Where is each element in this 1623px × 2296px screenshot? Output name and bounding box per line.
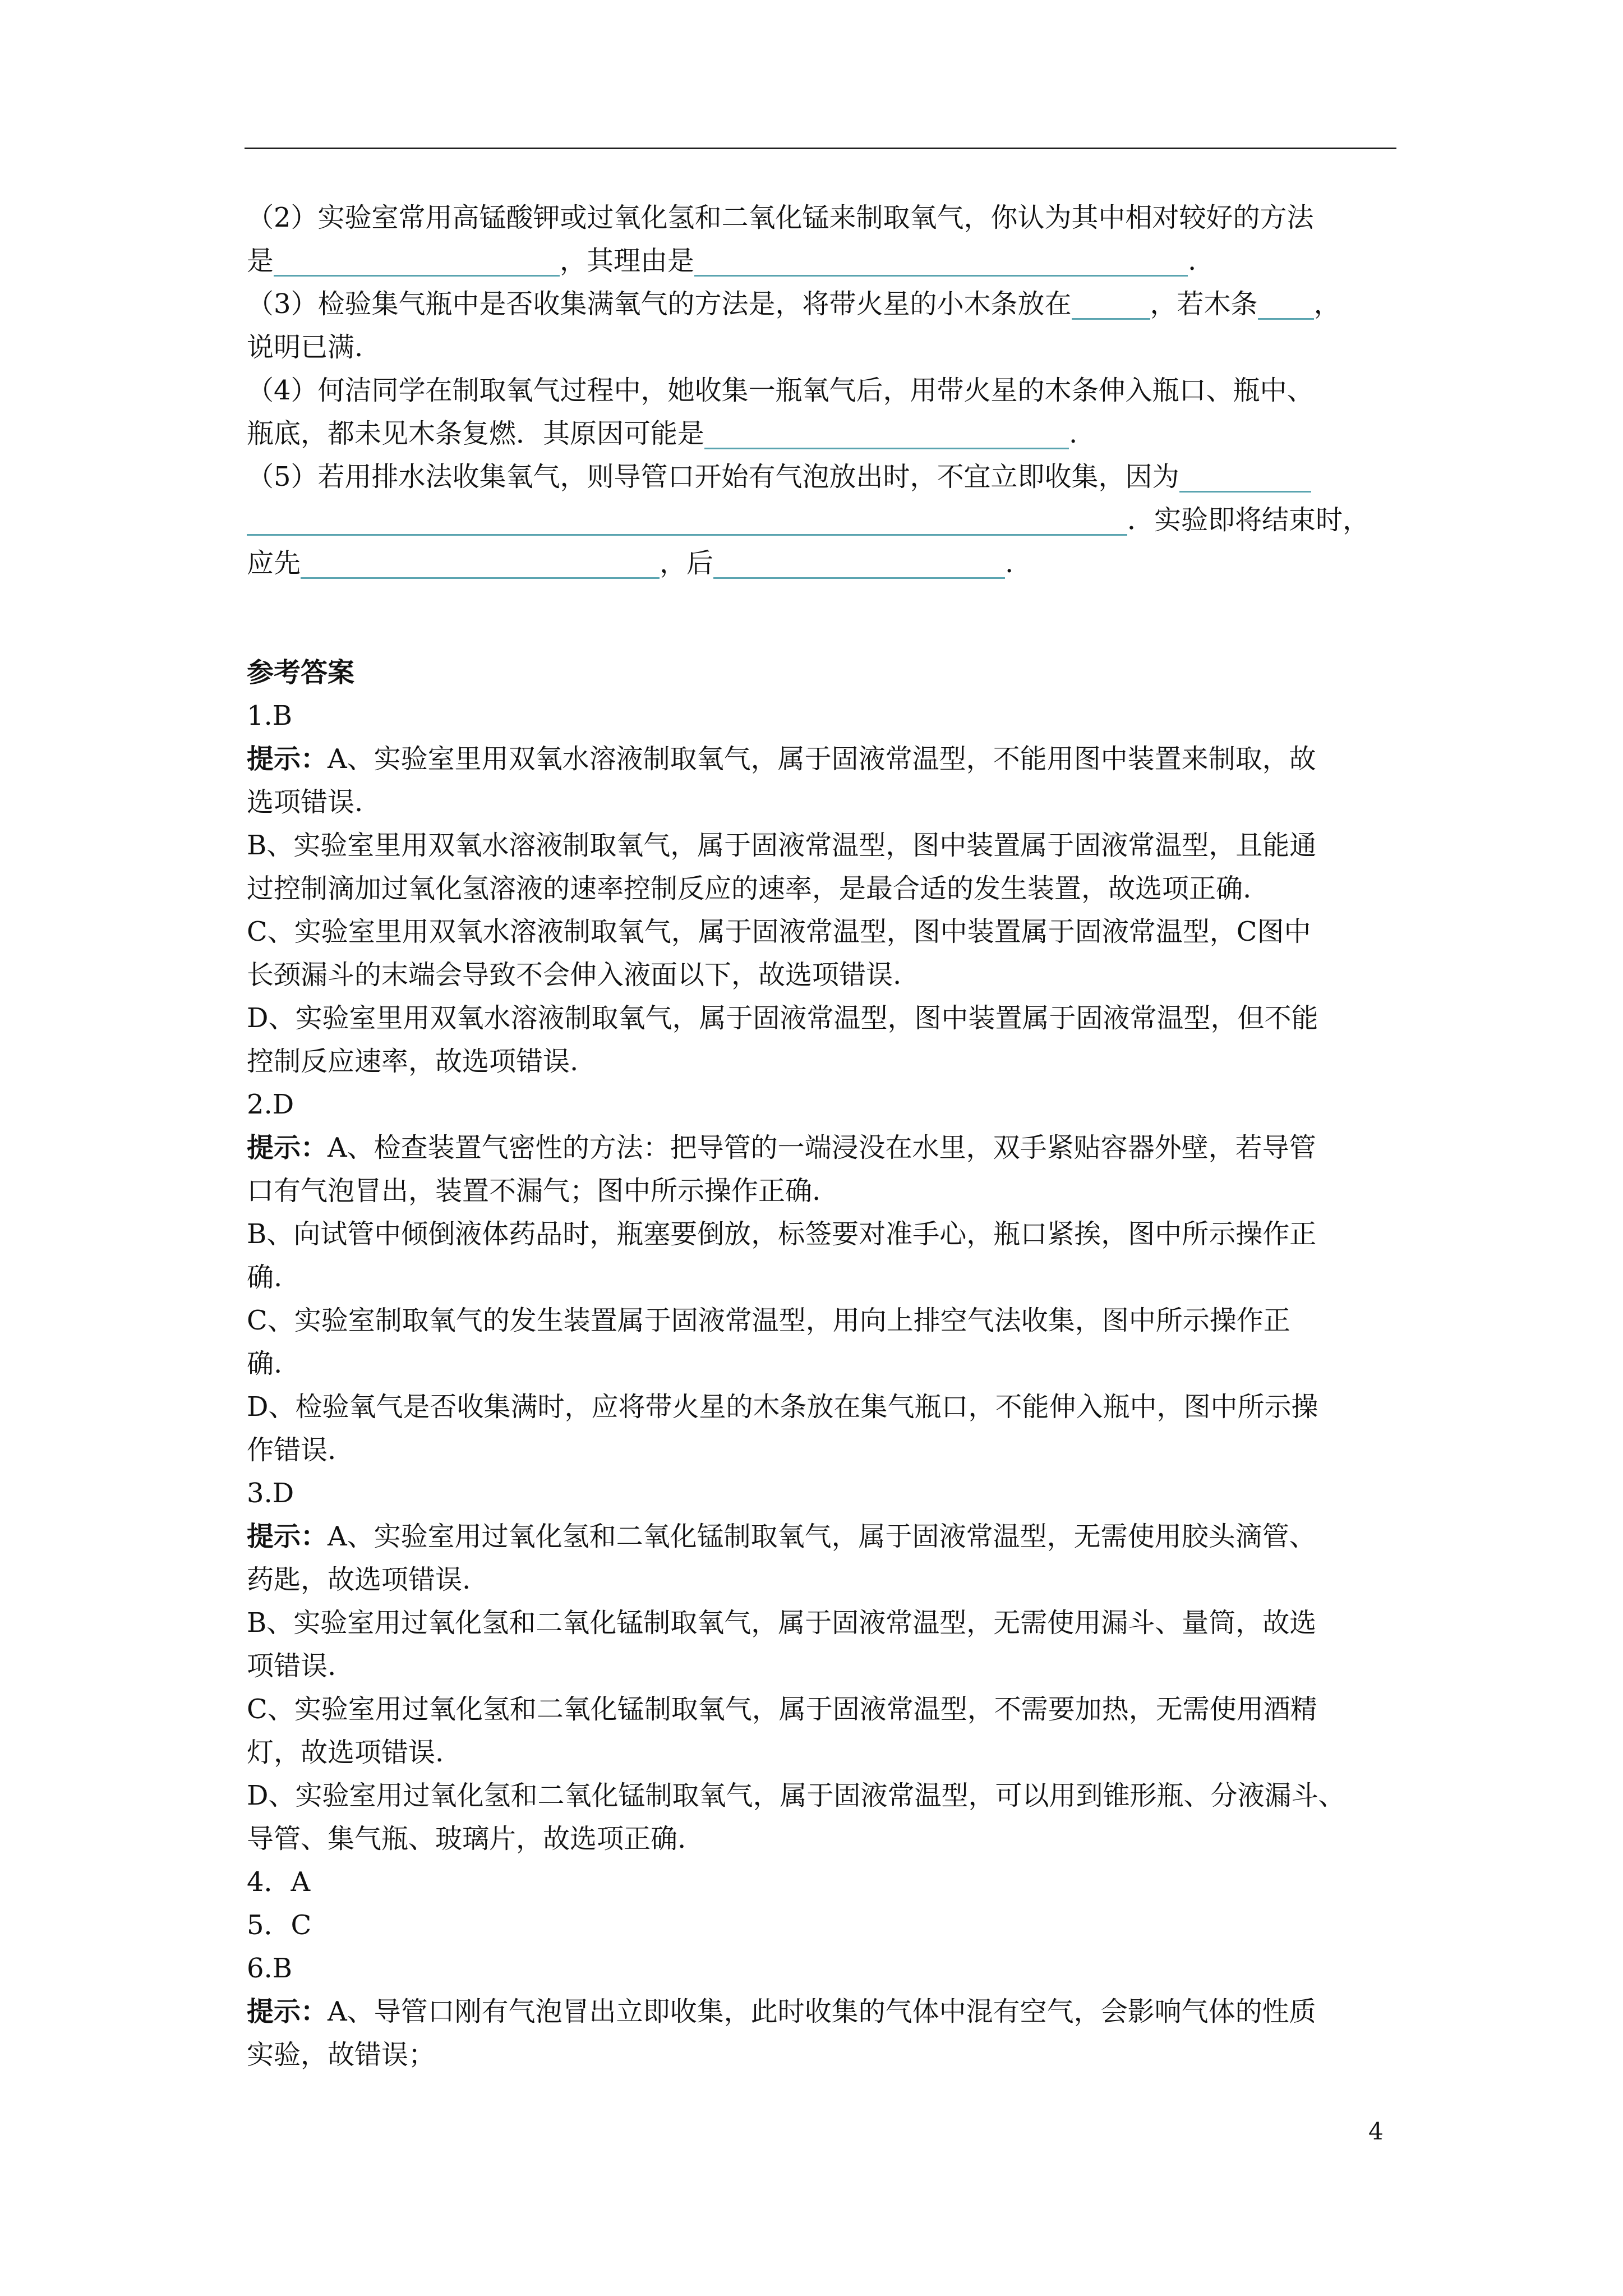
- text-line: （2）实验室常用高锰酸钾或过氧化氢和二氧化锰来制取氧气，你认为其中相对较好的方法: [247, 202, 1314, 233]
- answer-number: 3.D: [247, 1478, 294, 1509]
- answer-blank[interactable]: [1258, 287, 1314, 320]
- answer-blank[interactable]: [1072, 287, 1150, 320]
- text-line: 应先 ，后 .: [247, 542, 1396, 585]
- answer-blank[interactable]: [247, 503, 1127, 536]
- text-line: C、实验室里用双氧水溶液制取氧气，属于固液常温型，图中装置属于固液常温型，C图中: [247, 916, 1311, 947]
- hint-label: 提示：: [247, 743, 328, 775]
- text-line: D、检验氧气是否收集满时，应将带火星的木条放在集气瓶口，不能伸入瓶中，图中所示操: [247, 1391, 1318, 1423]
- text-line: 控制反应速率，故选项错误.: [247, 1046, 579, 1077]
- question-4: [247, 369, 1396, 455]
- section-gap: [247, 585, 1396, 651]
- text-line: B、向试管中倾倒液体药品时，瓶塞要倒放，标签要对准手心，瓶口紧挨，图中所示操作正: [247, 1218, 1317, 1250]
- hint-label: 提示：: [247, 1132, 328, 1163]
- text-line: D、实验室里用双氧水溶液制取氧气，属于固液常温型，图中装置属于固液常温型，但不能: [247, 1002, 1318, 1034]
- answer-number: 6.B: [247, 1953, 293, 1984]
- text-line: 瓶底，都未见木条复燃．其原因可能是 .: [247, 412, 1396, 455]
- header-rule: [245, 148, 1396, 149]
- answer-blank[interactable]: [274, 243, 560, 277]
- text-line: 灯，故选项错误.: [247, 1737, 444, 1768]
- text-line: 确.: [247, 1262, 283, 1293]
- text-line: 导管、集气瓶、玻璃片，故选项正确.: [247, 1823, 686, 1855]
- answer-item: [247, 694, 1396, 1083]
- answer-blank[interactable]: [713, 546, 1005, 579]
- text-line: 提示：A、实验室里用双氧水溶液制取氧气，属于固液常温型，不能用图中装置来制取，故: [247, 743, 1316, 775]
- page-content: [247, 196, 1396, 2077]
- text-line: 药匙，故选项错误.: [247, 1564, 471, 1595]
- hint-label: 提示：: [247, 1996, 328, 2027]
- answer-item: [247, 1472, 1396, 1861]
- answer-blank[interactable]: [694, 243, 1188, 277]
- question-2: [247, 196, 1396, 283]
- answer-blank[interactable]: [301, 546, 660, 579]
- question-3: [247, 283, 1396, 369]
- text-line: 选项错误.: [247, 786, 363, 818]
- text-line: 说明已满.: [247, 332, 363, 363]
- page-number: 4: [1368, 2118, 1384, 2145]
- answer-number: 5．C: [247, 1910, 312, 1941]
- text-line: C、实验室制取氧气的发生装置属于固液常温型，用向上排空气法收集，图中所示操作正: [247, 1305, 1290, 1336]
- answers-heading: 参考答案: [247, 657, 355, 688]
- text-line: （5）若用排水法收集氧气，则导管口开始有气泡放出时，不宜立即收集，因为: [247, 455, 1396, 499]
- answer-number: 2.D: [247, 1089, 294, 1120]
- text-line: 过控制滴加过氧化氢溶液的速率控制反应的速率，是最合适的发生装置，故选项正确.: [247, 873, 1252, 904]
- text-line: 口有气泡冒出，装置不漏气；图中所示操作正确.: [247, 1175, 821, 1207]
- question-5: [247, 455, 1396, 585]
- text-line: （3）检验集气瓶中是否收集满氧气的方法是，将带火星的小木条放在 ，若木条 ，: [247, 283, 1396, 326]
- text-line: 作错误.: [247, 1434, 336, 1466]
- answer-number: 1.B: [247, 700, 293, 731]
- text-line: B、实验室里用双氧水溶液制取氧气，属于固液常温型，图中装置属于固液常温型，且能通: [247, 830, 1317, 861]
- text-line: D、实验室用过氧化氢和二氧化锰制取氧气，属于固液常温型，可以用到锥形瓶、分液漏斗、: [247, 1780, 1345, 1811]
- text-line: （4）何洁同学在制取氧气过程中，她收集一瓶氧气后，用带火星的木条伸入瓶口、瓶中、: [247, 375, 1314, 406]
- text-line: 确.: [247, 1348, 283, 1379]
- answer-item: [247, 1083, 1396, 1472]
- answer-number: 4．A: [247, 1866, 311, 1898]
- text-line: B、实验室用过氧化氢和二氧化锰制取氧气，属于固液常温型，无需使用漏斗、量筒，故选: [247, 1607, 1317, 1639]
- text-line: 项错误.: [247, 1650, 336, 1682]
- text-line: 实验，故错误；: [247, 2039, 436, 2070]
- text-line: 提示：A、导管口刚有气泡冒出立即收集，此时收集的气体中混有空气，会影响气体的性质: [247, 1996, 1316, 2027]
- text-line: 长颈漏斗的末端会导致不会伸入液面以下，故选项错误.: [247, 959, 902, 991]
- text-line: 提示：A、检查装置气密性的方法：把导管的一端浸没在水里，双手紧贴容器外壁，若导管: [247, 1132, 1316, 1163]
- answer-blank[interactable]: [1179, 459, 1311, 493]
- text-line: 提示：A、实验室用过氧化氢和二氧化锰制取氧气，属于固液常温型，无需使用胶头滴管、: [247, 1521, 1316, 1552]
- text-line: C、实验室用过氧化氢和二氧化锰制取氧气，属于固液常温型，不需要加热，无需使用酒精: [247, 1694, 1317, 1725]
- text-line: ．实验即将结束时，: [247, 499, 1396, 542]
- answers-section: [247, 651, 1396, 2077]
- answer-item: [247, 1947, 1396, 2077]
- hint-label: 提示：: [247, 1521, 328, 1552]
- text-line: 是 ，其理由是 .: [247, 240, 1396, 283]
- answer-blank[interactable]: [704, 416, 1069, 449]
